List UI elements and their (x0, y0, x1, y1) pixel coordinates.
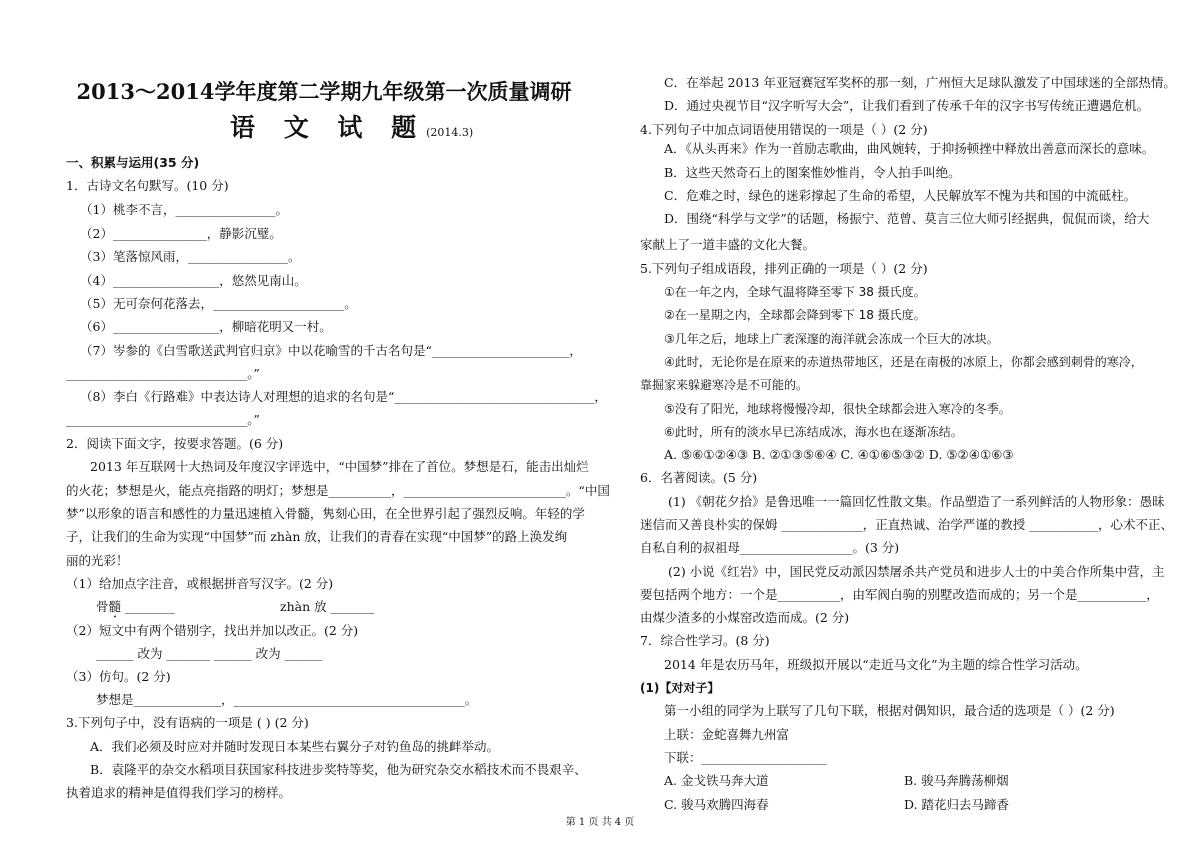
blank-a: ________ (121, 599, 176, 614)
left-text-line: （5）无可奈何花落去，_____________________。 (80, 296, 357, 311)
left-text-line: （4）_________________，悠然见南山。 (80, 273, 307, 288)
pinyin-item-a (96, 599, 175, 614)
q2-1-answers (96, 599, 375, 621)
right-text-line: (1) 《朝花夕拾》是鲁迅唯一一篇回忆性散文集。作品塑造了一系列鲜活的人物形象：愚昧 (668, 494, 1165, 509)
right-text-line: (2) 小说《红岩》中，国民党反动派囚禁屠杀共产党员和进步人士的中美合作所集中营，主 (668, 564, 1165, 579)
right-text-line: 自私自利的叔祖母__________________。(3 分) (640, 540, 900, 555)
right-text-line: 上联：金蛇喜舞九州富 (664, 727, 790, 742)
right-text-line: A. 金戈铁马奔大道 (664, 773, 769, 788)
subtitle-date: (2014.3) (426, 126, 474, 139)
pinyin-item-b: zhàn 放 _______ (280, 599, 375, 614)
left-text-line: B．袁隆平的杂交水稻项目获国家科技进步奖特等奖，他为研究杂交水稻技术而不畏艰辛、 (90, 762, 587, 777)
right-text-line: 7．综合性学习。(8 分) (640, 633, 770, 648)
right-text-line: 迷信而又善良朴实的保姆 _____________，正直热诚、治学严谨的教授 ___________，心术不正、 (640, 517, 1173, 532)
left-text-line: 2013 年互联网十大热词及年度汉字评选中，“中国梦”排在了首位。梦想是石，能击出灿烂 (90, 459, 589, 474)
right-text-line: ③几年之后，地球上广袤深邃的海洋就会冻成一个巨大的冰块。 (664, 332, 999, 346)
left-text-line: ______ 改为 _______ ______ 改为 ______ (96, 646, 323, 661)
q7-subheading: (1)【对对子】 (640, 681, 720, 695)
left-text-line: （7）岑参的《白雪歌送武判官归京》中以花喻雪的千古名句是“______________________， (80, 343, 582, 358)
right-text-line: 第一小组的同学为上联写了几句下联，根据对偶知识，最合适的选项是（ ）(2 分) (664, 703, 1115, 718)
right-text-line: B．这些天然奇石上的图案惟妙惟肖，令人拍手叫绝。 (664, 165, 961, 180)
right-text-line: 家献上了一道丰盛的文化大餐。 (640, 237, 816, 252)
right-text-line: A．《从头再来》作为一首励志歌曲，曲风婉转，于抑扬顿挫中释放出善意而深长的意味。 (664, 141, 1155, 156)
left-text-line: （2）_______________，静影沉璧。 (80, 226, 282, 241)
right-text-line: 5.下列句子组成语段，排列正确的一项是（ ）(2 分) (640, 261, 928, 276)
right-text-line: ④此时，无论你是在原来的赤道热带地区，还是在南极的冰原上，你都会感到刺骨的寒冷， (664, 355, 1143, 369)
right-text-line: 2014 年是农历马年，班级拟开展以“走近马文化”为主题的综合性学习活动。 (664, 657, 1088, 672)
right-text-line: 靠掘家来躲避寒冷是不可能的。 (640, 378, 809, 392)
left-text-line: 3.下列句子中，没有语病的一项是 ( ) (2 分) (66, 715, 309, 730)
left-text-line: 梦”以形象的语言和感性的力量迅速植入骨髓，隽刻心田，在全世界引起了强烈反响。年轻的学 (66, 506, 585, 521)
left-text-line: （1）给加点字注音，或根据拼音写汉字。(2 分) (66, 576, 334, 591)
right-text-line: ⑤没有了阳光，地球将慢慢冷却，很快全球都会进入寒冷的冬季。 (664, 402, 1011, 416)
right-text-line: C．在举起 2013 年亚冠赛冠军奖杯的那一刻，广州恒大足球队激发了中国球迷的全部热情。 (664, 75, 1176, 90)
right-text-line: 要包括两个地方：一个是__________，由军阀白驹的别墅改造而成的；另一个是___________， (640, 587, 1159, 602)
subtitle-text: 语 文 试 题 (230, 113, 427, 142)
left-text-line: （6）_________________，柳暗花明又一村。 (80, 319, 332, 334)
left-text-line: _____________________________。” (66, 366, 260, 381)
left-text-line: 梦想是______________，_____________________________________。 (96, 692, 478, 707)
left-text-line: 的火花；梦想是火，能点亮指路的明灯；梦想是__________，__________________________。“中国 (66, 483, 610, 498)
page-footer: 第 1 页 共 4 页 (565, 817, 635, 828)
left-text-line: 子，让我们的生命为实现“中国梦”而 zhàn 放，让我们的青春在实现“中国梦”的路上涣发绚 (66, 529, 568, 544)
right-text-line: D．通过央视节目“汉字听写大会”，让我们看到了传承千年的汉字书写传统正遭遇危机。 (664, 98, 1150, 113)
left-text-line: A．我们必须及时应对并随时发现日本某些右翼分子对钓鱼岛的挑衅举动。 (90, 739, 500, 754)
left-text-line: 执着追求的精神是值得我们学习的榜样。 (66, 785, 292, 800)
left-text-line: （8）李白《行路难》中表达诗人对理想的追求的名句是“________________________________， (80, 389, 607, 404)
page-title: 2013～2014学年度第二学期九年级第一次质量调研 (76, 79, 572, 104)
right-text-line: D. 踏花归去马蹄香 (904, 797, 1010, 812)
left-text-line: 1．古诗文名句默写。(10 分) (66, 178, 229, 193)
right-text-line: 6．名著阅读。(5 分) (640, 470, 758, 485)
left-text-line: （2）短文中有两个错别字，找出并加以改正。(2 分) (66, 623, 359, 638)
right-text-line: C. 骏马欢腾四海春 (664, 797, 769, 812)
exam-subtitle (230, 108, 473, 144)
right-text-line: 下联：____________________ (664, 750, 827, 765)
right-text-line: 由煤少渣多的小煤窑改造而成。(2 分) (640, 610, 850, 625)
left-text-line: （3）笔落惊风雨，________________。 (80, 249, 301, 264)
right-text-line: 4.下列句子中加点词语使用错误的一项是（ ）(2 分) (640, 122, 928, 137)
dotted-char: 髓 (108, 599, 122, 614)
left-text-line: 丽的光彩！ (66, 553, 129, 568)
right-text-line: B. 骏马奔腾荡柳烟 (904, 773, 1009, 788)
left-text-line: 2．阅读下面文字，按要求答题。(6 分) (66, 436, 284, 451)
right-text-line: ②在一星期之内，全球都会降到零下 18 摄氏度。 (664, 308, 926, 322)
right-text-line: ①在一年之内，全球气温将降至零下 38 摄氏度。 (664, 285, 926, 299)
left-text-line: （1）桃李不言，________________。 (80, 202, 288, 217)
right-text-line: A. ⑤⑥①②④③ B. ②①③⑤⑥④ C. ④①⑥⑤③② D. ⑤②④①⑥③ (664, 447, 1014, 462)
char-a: 骨 (96, 599, 109, 614)
left-text-line: _____________________________。” (66, 412, 260, 427)
right-text-line: ⑥此时，所有的淡水早已冻结成冰，海水也在逐渐冻结。 (664, 425, 963, 439)
left-text-line: （3）仿句。(2 分) (66, 669, 171, 684)
right-text-line: D．围绕“科学与文学”的话题，杨振宁、范曾、莫言三位大师引经据典，侃侃而谈，给大 (664, 211, 1150, 226)
right-text-line: C．危难之时，绿色的迷彩撑起了生命的希望，人民解放军不愧为共和国的中流砥柱。 (664, 188, 1137, 203)
section-heading: 一、积累与运用(35 分) (66, 155, 200, 170)
